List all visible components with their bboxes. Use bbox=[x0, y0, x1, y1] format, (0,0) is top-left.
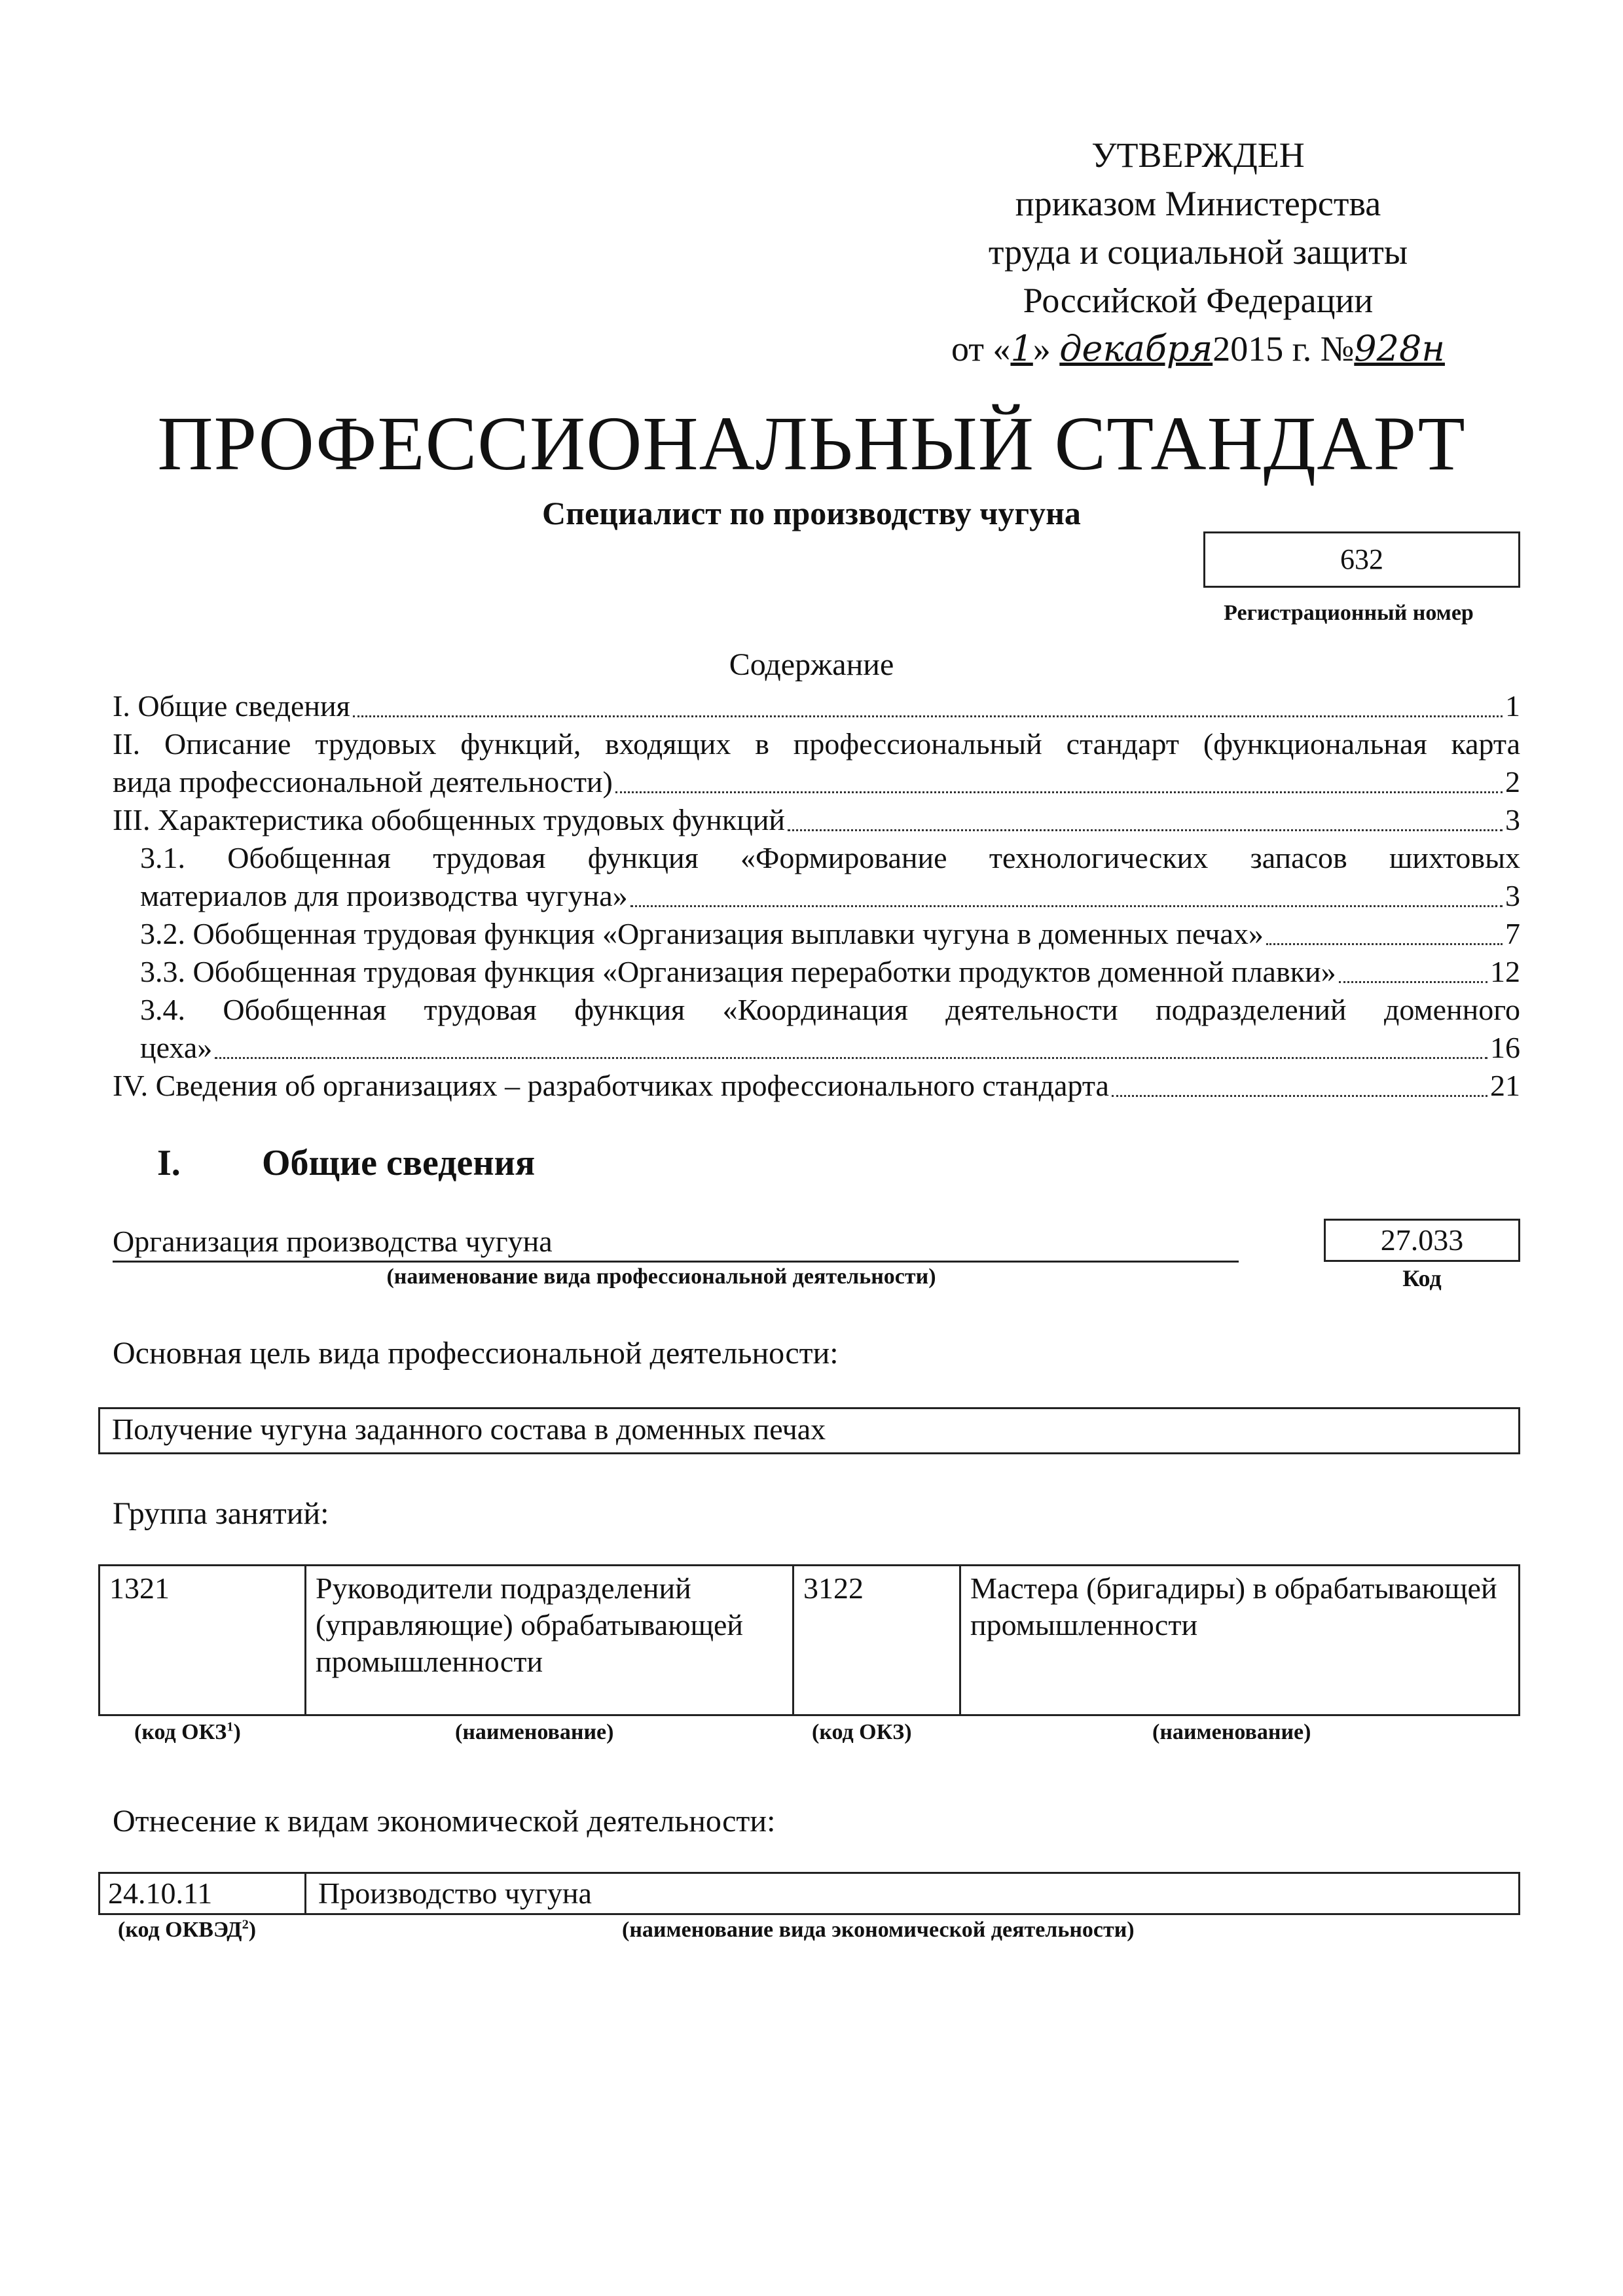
table-cell-code: 3122 bbox=[794, 1566, 961, 1714]
toc-item[interactable]: I. Общие сведения 1 bbox=[113, 689, 1520, 723]
document-title: ПРОФЕССИОНАЛЬНЫЙ СТАНДАРТ bbox=[157, 401, 1466, 486]
toc-item[interactable]: цеха» 16 bbox=[140, 1031, 1520, 1064]
date-year: 2015 г. № bbox=[1213, 329, 1355, 368]
date-prefix: от « bbox=[951, 329, 1011, 368]
activity-code-label: Код bbox=[1402, 1265, 1442, 1291]
goal-label: Основная цель вида профессиональной деятельности: bbox=[113, 1336, 839, 1371]
toc-item[interactable]: 3.2. Обобщенная трудовая функция «Организация выплавки чугуна в доменных печах» 7 bbox=[140, 917, 1520, 950]
table-cell-name: Мастера (бригадиры) в обрабатывающей промышленности bbox=[970, 1571, 1497, 1641]
date-month-handwritten: декабря bbox=[1059, 328, 1213, 369]
approval-line-order: приказом Министерства bbox=[1015, 184, 1381, 223]
okz-code-caption-2: (код ОКЗ) bbox=[812, 1720, 912, 1744]
okved-name-cell: Производство чугуна bbox=[318, 1876, 592, 1910]
toc-item-line[interactable]: II. Описание трудовых функций, входящих в профессиональный стандарт (функциональная карта bbox=[113, 727, 1520, 761]
okved-name-caption: (наименование вида экономической деятельности) bbox=[622, 1918, 1135, 1942]
activity-code-box: 27.033 bbox=[1324, 1219, 1520, 1262]
okved-code-cell: 24.10.11 bbox=[100, 1874, 306, 1913]
table-cell-name: Руководители подразделений (управляющие) обрабатывающей промышленности bbox=[306, 1566, 794, 1714]
approval-line-ministry: труда и социальной защиты bbox=[988, 232, 1408, 272]
toc-heading: Содержание bbox=[729, 647, 894, 682]
toc-item[interactable]: III. Характеристика обобщенных трудовых функций 3 bbox=[113, 803, 1520, 836]
approval-line-federation: Российской Федерации bbox=[1023, 281, 1374, 320]
occupation-group-table bbox=[98, 1564, 1520, 1716]
date-mid: » bbox=[1032, 329, 1060, 368]
toc-item[interactable]: IV. Сведения об организациях – разработчиках профессионального стандарта 21 bbox=[113, 1069, 1520, 1102]
toc-item-line[interactable]: 3.1. Обобщенная трудовая функция «Формирование технологических запасов шихтовых bbox=[140, 841, 1520, 874]
okz-code-caption: (код ОКЗ$^1$) bbox=[134, 1719, 241, 1744]
approval-date-line bbox=[903, 325, 1493, 373]
activity-name-field: Организация производства чугуна bbox=[113, 1223, 1239, 1263]
registration-number-label: Регистрационный номер bbox=[1224, 601, 1474, 625]
activity-name-caption: (наименование вида профессиональной деятельности) bbox=[386, 1265, 936, 1289]
section-heading bbox=[157, 1142, 535, 1184]
order-number-handwritten: 928н bbox=[1354, 328, 1445, 369]
section-title: Общие сведения bbox=[262, 1143, 536, 1183]
document-subtitle: Специалист по производству чугуна bbox=[542, 495, 1081, 531]
economic-activity-table bbox=[98, 1872, 1520, 1915]
toc-item[interactable]: 3.3. Обобщенная трудовая функция «Организация переработки продуктов доменной плавки» 12 bbox=[140, 955, 1520, 988]
approval-heading: УТВЕРЖДЕН bbox=[1091, 135, 1305, 175]
registration-number-box: 632 bbox=[1203, 531, 1520, 588]
occupation-name-caption: (наименование) bbox=[455, 1720, 614, 1744]
goal-field: Получение чугуна заданного состава в доменных печах bbox=[98, 1407, 1520, 1454]
toc-item[interactable]: вида профессиональной деятельности) 2 bbox=[113, 765, 1520, 798]
toc-item[interactable]: материалов для производства чугуна» 3 bbox=[140, 879, 1520, 912]
economic-activity-label: Отнесение к видам экономической деятельности: bbox=[113, 1804, 776, 1839]
table-cell-code: 1321 bbox=[100, 1566, 306, 1714]
approval-block bbox=[903, 131, 1493, 373]
toc-item-line[interactable]: 3.4. Обобщенная трудовая функция «Координация деятельности подразделений доменного bbox=[140, 993, 1520, 1026]
section-number: I. bbox=[157, 1143, 181, 1183]
okved-code-caption: (код ОКВЭД$^2$) bbox=[118, 1917, 257, 1942]
date-day-handwritten: 1 bbox=[1010, 328, 1033, 369]
occupation-name-caption-2: (наименование) bbox=[1152, 1720, 1311, 1744]
occupation-group-label: Группа занятий: bbox=[113, 1496, 329, 1531]
table-of-contents bbox=[113, 687, 1520, 1105]
